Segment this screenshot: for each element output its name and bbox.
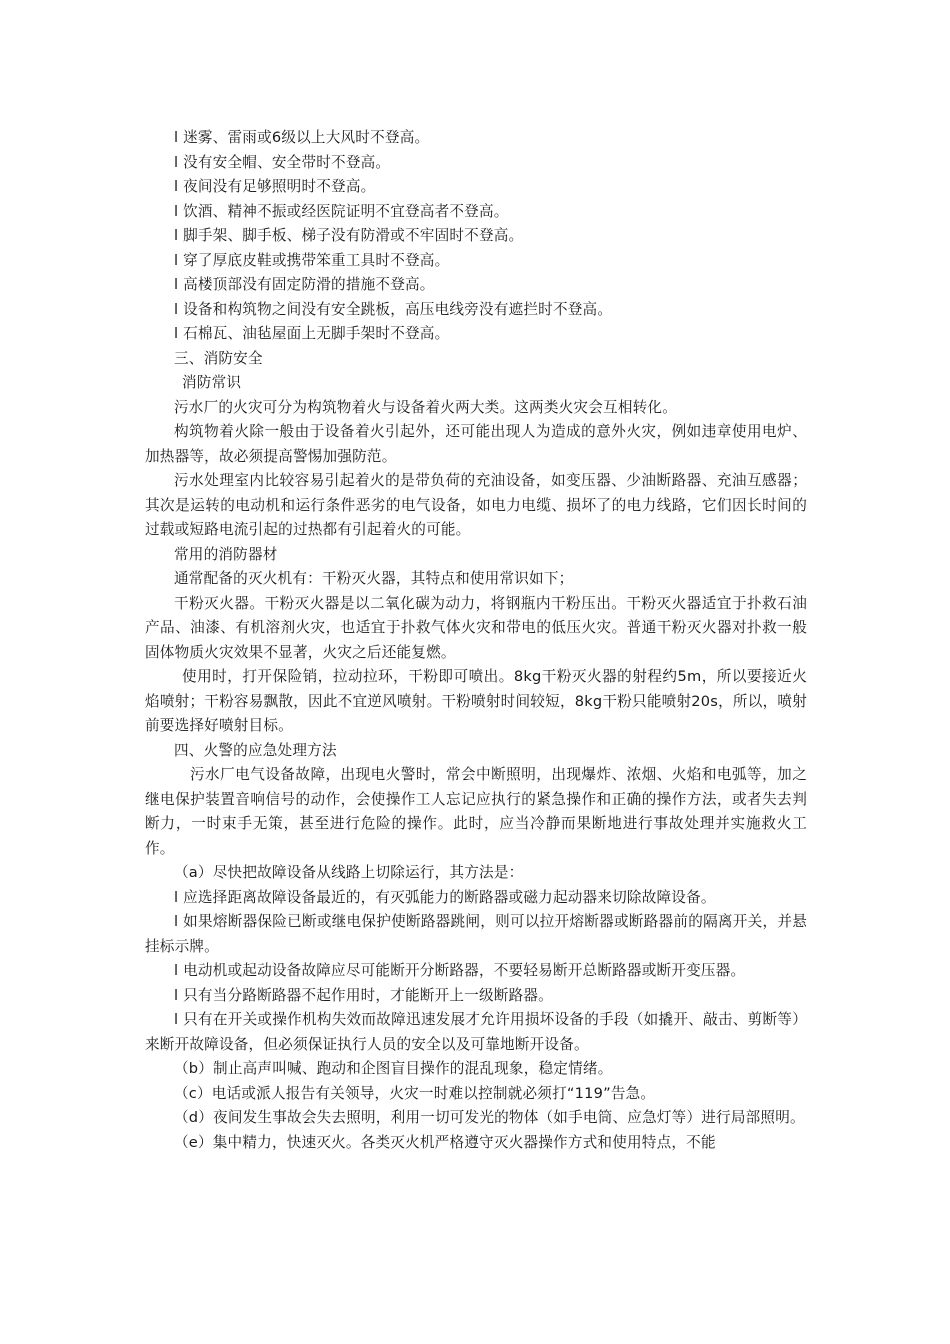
paragraph: 消防常识 [182, 374, 242, 391]
paragraph: l 应选择距离故障设备最近的，有灭弧能力的断路器或磁力起动器来切除故障设备。 [174, 888, 716, 906]
paragraph: （c）电话或派人报告有关领导，火灾一时难以控制就必须打“119”告急。 [174, 1084, 656, 1102]
paragraph: l 只有在开关或操作机构失效而故障迅速发展才允许用损坏设备的手段（如撬开、敲击、剪断等）来断开故障设备，但必须保证执行人员的安全以及可靠地断开设备。 [145, 1011, 807, 1053]
paragraph: 三、消防安全 [174, 349, 263, 367]
paragraph: l 设备和构筑物之间没有安全跳板，高压电线旁没有遮拦时不登高。 [174, 300, 613, 318]
paragraph: 常用的消防器材 [174, 545, 278, 563]
paragraph: 使用时，打开保险销，拉动拉环，干粉即可喷出。8kg干粉灭火器的射程约5m，所以要接近火焰喷射；干粉容易飘散，因此不宜逆风喷射。干粉喷射时间较短，8kg干粉只能喷射20s，所以，喷射前要选择好喷射目标。 [145, 668, 807, 734]
paragraph: 污水处理室内比较容易引起着火的是带负荷的充油设备，如变压器、少油断路器、充油互感器；其次是运转的电动机和运行条件恶劣的电气设备，如电力电缆、损坏了的电力线路，它们因长时间的过载或短路电流引起的过热都有引起着火的可能。 [145, 472, 807, 538]
paragraph: （b）制止高声叫喊、跑动和企图盲目操作的混乱现象，稳定情绪。 [174, 1060, 613, 1077]
paragraph: l 穿了厚底皮鞋或携带笨重工具时不登高。 [174, 251, 450, 269]
paragraph: l 电动机或起动设备故障应尽可能断开分断路器，不要轻易断开总断路器或断开变压器。 [174, 962, 746, 979]
document-body [145, 126, 807, 1155]
paragraph: l 夜间没有足够照明时不登高。 [174, 178, 376, 195]
paragraph: l 迷雾、雷雨或6级以上大风时不登高。 [174, 129, 430, 146]
paragraph: 构筑物着火除一般由于设备着火引起外，还可能出现人为造成的意外火灾，例如违章使用电炉、加热器等，故必须提高警惕加强防范。 [145, 423, 807, 465]
paragraph: 污水厂的火灾可分为构筑物着火与设备着火两大类。这两类火灾会互相转化。 [174, 398, 677, 416]
paragraph: （a）尽快把故障设备从线路上切除运行，其方法是： [174, 864, 524, 881]
paragraph: （e）集中精力，快速灭火。各类灭火机严格遵守灭火器操作方式和使用特点，不能 [174, 1133, 716, 1151]
paragraph: l 高楼顶部没有固定防滑的措施不登高。 [174, 276, 435, 293]
paragraph: 通常配备的灭火机有：干粉灭火器，其特点和使用常识如下； [174, 570, 574, 587]
paragraph: 污水厂电气设备故障，出现电火警时，常会中断照明，出现爆炸、浓烟、火焰和电弧等，加之继电保护装置音响信号的动作，会使操作工人忘记应执行的紧急操作和正确的操作方法，或者失去判断力，一时束手无策，甚至进行危险的操作。此时，应当冷静而果断地进行事故处理并实施救火工作。 [145, 766, 807, 857]
paragraph: 干粉灭火器。干粉灭火器是以二氧化碳为动力，将钢瓶内干粉压出。干粉灭火器适宜于扑救石油产品、油漆、有机溶剂火灾，也适宜于扑救气体火灾和带电的低压火灾。普通干粉灭火器对扑救一般固体物质火灾效果不显著，火灾之后还能复燃。 [145, 594, 807, 661]
paragraph: l 如果熔断器保险已断或继电保护使断路器跳闸，则可以拉开熔断器或断路器前的隔离开关，并悬挂标示牌。 [145, 913, 807, 955]
paragraph: l 没有安全帽、安全带时不登高。 [174, 153, 391, 171]
paragraph: l 石棉瓦、油毡屋面上无脚手架时不登高。 [174, 325, 450, 342]
paragraph: l 饮酒、精神不振或经医院证明不宜登高者不登高。 [174, 202, 509, 220]
paragraph: 四、火警的应急处理方法 [174, 741, 337, 759]
paragraph: l 只有当分路断路器不起作用时，才能断开上一级断路器。 [174, 986, 553, 1004]
paragraph: （d）夜间发生事故会失去照明，利用一切可发光的物体（如手电筒、应急灯等）进行局部照明。 [174, 1109, 805, 1126]
paragraph: l 脚手架、脚手板、梯子没有防滑或不牢固时不登高。 [174, 227, 524, 244]
